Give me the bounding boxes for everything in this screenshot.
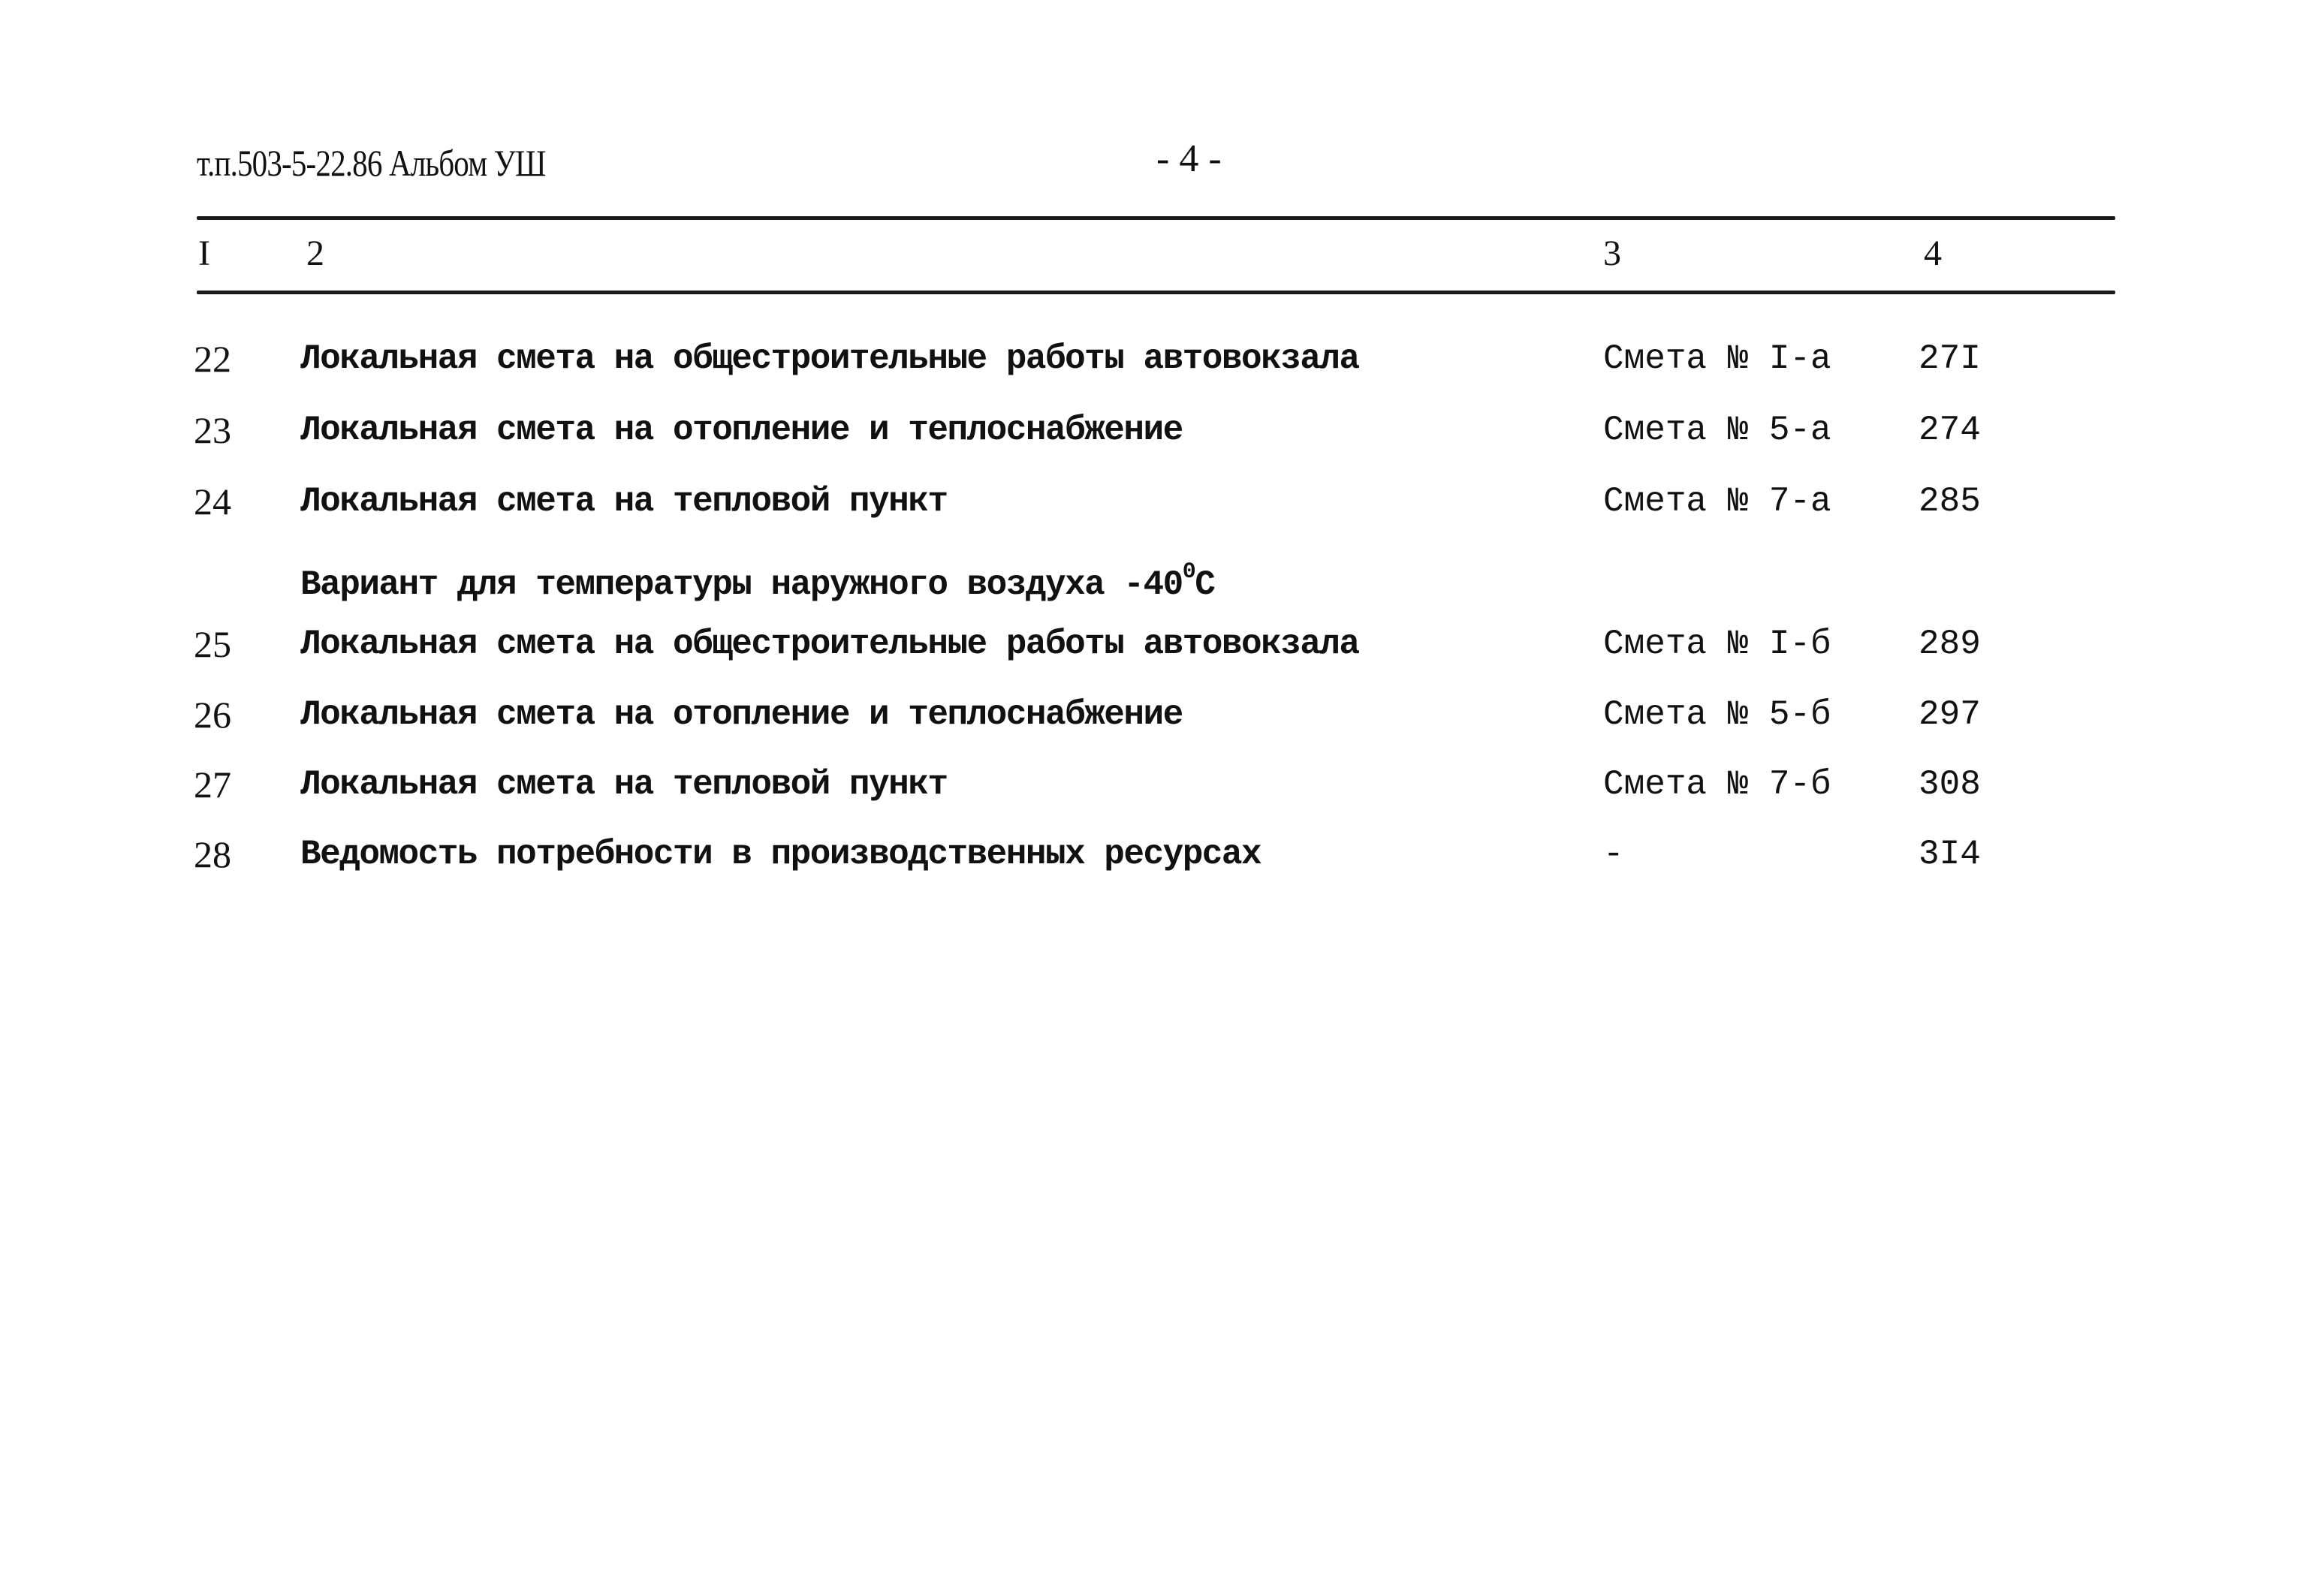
row-title: Локальная смета на отопление и теплоснабжение (300, 695, 1183, 734)
table-row (0, 329, 2306, 389)
row-number: 23 (194, 409, 231, 451)
row-reference: Смета № I-б (1603, 625, 1831, 664)
row-title: Локальная смета на общестроительные работы автовокзала (300, 339, 1359, 378)
table-header-rule (197, 291, 2115, 294)
row-page: 308 (1919, 765, 1981, 804)
row-page: 289 (1919, 625, 1981, 664)
row-number: 24 (194, 480, 231, 522)
table-top-rule (197, 216, 2115, 220)
degree-superscript: 0 (1182, 559, 1195, 585)
row-number: 26 (194, 694, 231, 736)
column-header-1: I (198, 233, 210, 273)
row-number: 27 (194, 763, 231, 806)
row-title: Локальная смета на тепловой пункт (300, 765, 948, 804)
row-reference: Смета № I-а (1603, 339, 1831, 378)
column-header-2: 2 (306, 233, 324, 273)
row-number: 22 (194, 338, 231, 380)
section-subheading-row (0, 542, 2306, 602)
page-number: - 4 - (1156, 137, 1222, 180)
column-header-3: 3 (1603, 233, 1621, 273)
row-reference: Смета № 7-б (1603, 765, 1831, 804)
row-title: Ведомость потребности в производственных ресурсах (300, 835, 1262, 874)
table-row (0, 685, 2306, 745)
row-reference: Смета № 5-а (1603, 411, 1831, 450)
table-row (0, 754, 2306, 815)
row-title: Локальная смета на общестроительные работы автовокзала (300, 625, 1359, 664)
subheading-text: Вариант для температуры наружного воздуха -40 (300, 565, 1183, 604)
section-subheading (300, 542, 1214, 615)
row-reference: - (1603, 835, 1624, 874)
row-number: 28 (194, 833, 231, 875)
row-title: Локальная смета на отопление и теплоснабжение (300, 411, 1183, 450)
row-page: 297 (1919, 695, 1981, 734)
table-row (0, 471, 2306, 531)
table-row (0, 400, 2306, 460)
table-row (0, 824, 2306, 884)
table-row (0, 614, 2306, 674)
celsius-unit: С (1195, 565, 1215, 604)
row-page: 3I4 (1919, 835, 1981, 874)
document-code: т.п.503-5-22.86 Альбом УШ (197, 142, 546, 184)
row-page: 285 (1919, 482, 1981, 521)
row-reference: Смета № 7-а (1603, 482, 1831, 521)
row-page: 274 (1919, 411, 1981, 450)
column-header-4: 4 (1924, 233, 1942, 273)
row-number: 25 (194, 623, 231, 665)
row-title: Локальная смета на тепловой пункт (300, 482, 948, 521)
row-reference: Смета № 5-б (1603, 695, 1831, 734)
row-page: 27I (1919, 339, 1981, 378)
